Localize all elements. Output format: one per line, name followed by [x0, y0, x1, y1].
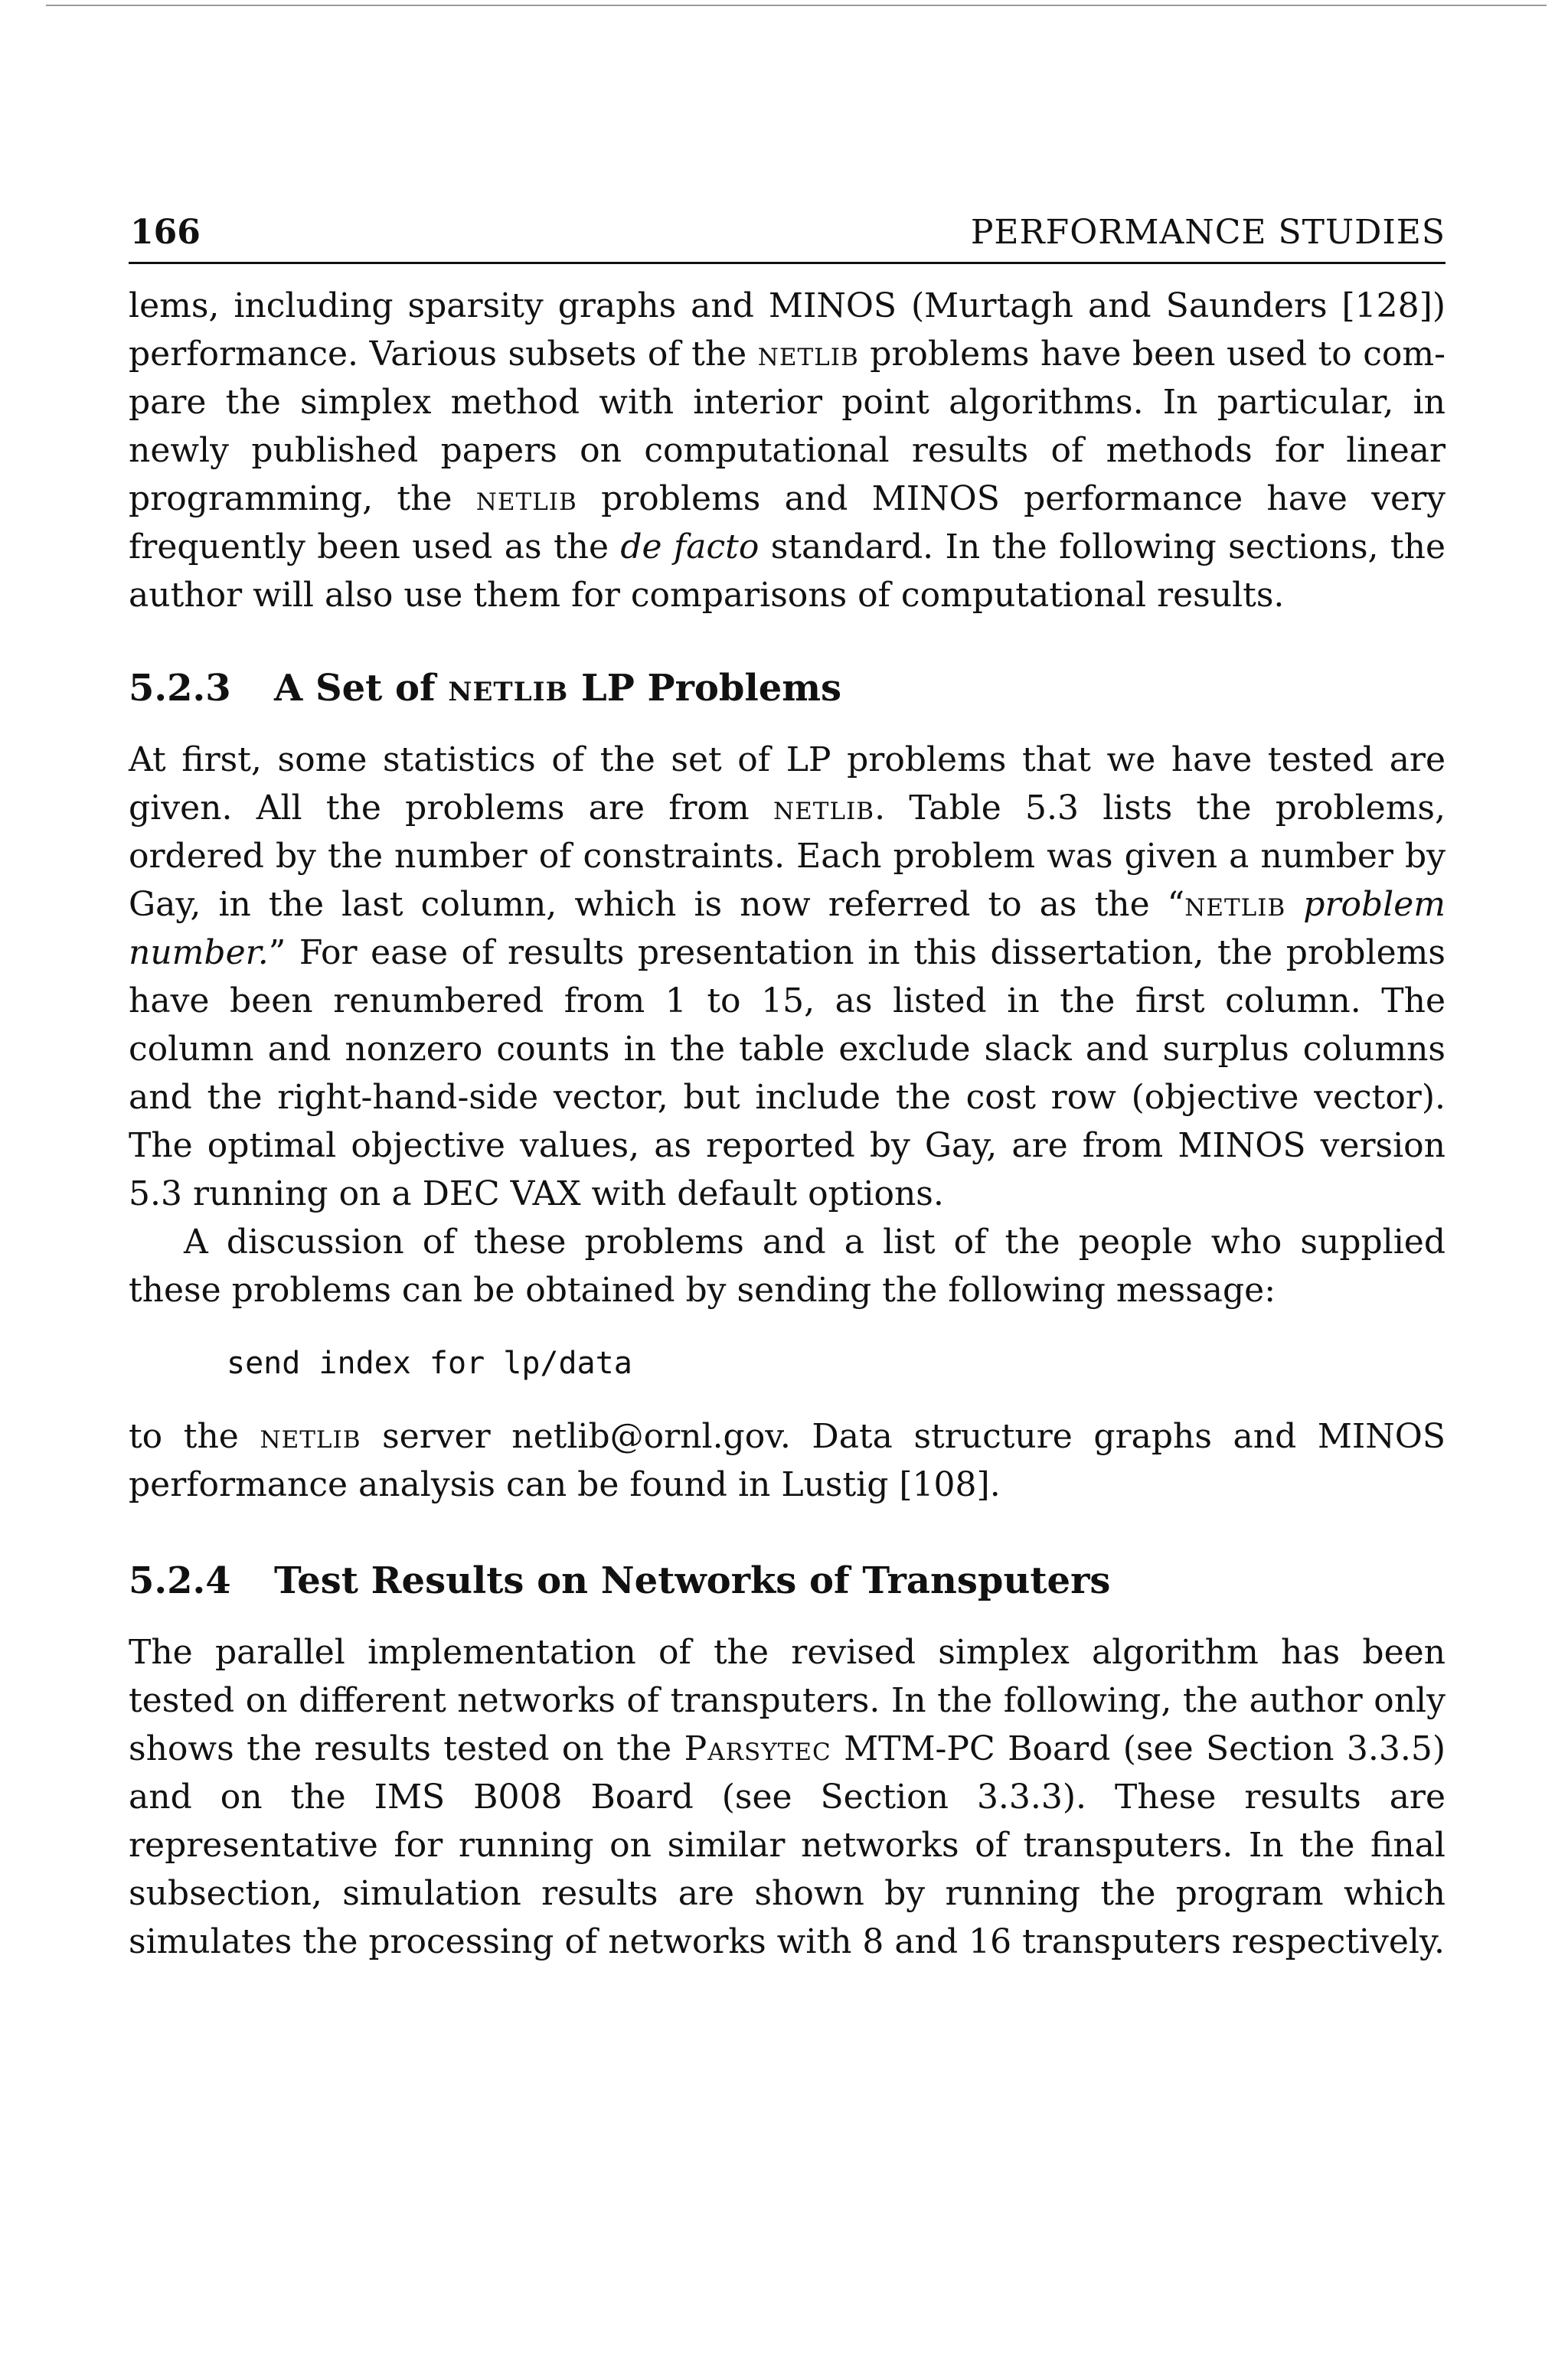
netlib-term: netlib	[1184, 885, 1286, 924]
text-run: lems, including sparsity graphs and MINOS (Murtagh and Saunders [128]) performance. Various subsets of the	[129, 286, 1446, 374]
section-number: 5.2.3	[129, 667, 231, 710]
de-facto-term: de facto	[620, 527, 760, 566]
section-title: A Set of	[274, 667, 449, 710]
text-run: to the	[129, 1417, 260, 1456]
text-run: . Table 5.3 lists the problems, ordered by the number of constraints. Each problem was given a number by Gay, in the last column, which is now referred to as the “	[129, 788, 1446, 924]
paragraph-server	[129, 1412, 1446, 1509]
text-run: standard. In the following sections, the author will also use them for comparisons of computational results.	[129, 527, 1446, 615]
running-head: PERFORMANCE STUDIES	[970, 213, 1446, 252]
parsytec-term: Parsytec	[684, 1729, 831, 1768]
netlib-term: netlib	[757, 335, 859, 374]
netlib-term: netlib	[773, 788, 875, 828]
paragraph-discussion: A discussion of these problems and a list of the people who supplied these problems can be obtained by sending the following message:	[129, 1223, 1446, 1310]
section-heading-5-2-3	[129, 665, 1446, 711]
paragraph-intro	[129, 282, 1446, 619]
page-number: 166	[130, 213, 201, 252]
code-message: send index for lp/data	[227, 1346, 632, 1381]
text-run: problems have been used to compare the simplex method with interior point algorithms. In particular, in newly published papers on computational results of methods for linear programming, the	[129, 335, 1446, 518]
text-run: problems and MINOS performance have very frequently been used as the	[129, 479, 1446, 566]
text-run: The parallel implementation of the revised simplex algorithm has been tested on different networks of transputers. In the following, the author only shows the results tested on the	[129, 1633, 1446, 1768]
paragraph-problem-set	[129, 736, 1446, 1218]
page-body	[129, 282, 1446, 1966]
text-run: ” For ease of results presentation in this dissertation, the problems have been renumbered from 1 to 15, as listed in the first column. The column and nonzero counts in the table exclude slack and surplus columns and the right-hand-side vector, but include the cost row (objective vector). The optimal objective values, as reported by Gay, are from MINOS version 5.3 running on a DEC VAX with default options.	[129, 933, 1446, 1213]
text-run: At first, some statistics of the set of LP problems that we have tested are given. All the problems are from	[129, 740, 1446, 828]
netlib-term: netlib	[475, 479, 577, 518]
section-number: 5.2.4	[129, 1559, 231, 1602]
netlib-term: netlib	[260, 1417, 361, 1456]
text-run: MTM-PC Board (see Section 3.3.5) and on the IMS B008 Board (see Section 3.3.3). These results are representative for running on similar networks of transputers. In the final subsection, simulation results are shown by running the program which simulates the processing of networks with 8 and 16 transputers respectively.	[129, 1729, 1446, 1961]
page-header	[129, 208, 1446, 264]
netlib-term: netlib	[448, 667, 569, 710]
paragraph-transputers	[129, 1628, 1446, 1966]
book-page	[129, 0, 1446, 2380]
text-run: server netlib@ornl.gov. Data structure graphs and MINOS performance analysis can be found in Lustig [108].	[129, 1417, 1446, 1504]
problem-number-term: problem number.	[129, 885, 1446, 972]
section-title: LP Problems	[568, 667, 842, 710]
section-title: Test Results on Networks of Transputers	[274, 1559, 1111, 1602]
section-heading-5-2-4	[129, 1558, 1446, 1604]
